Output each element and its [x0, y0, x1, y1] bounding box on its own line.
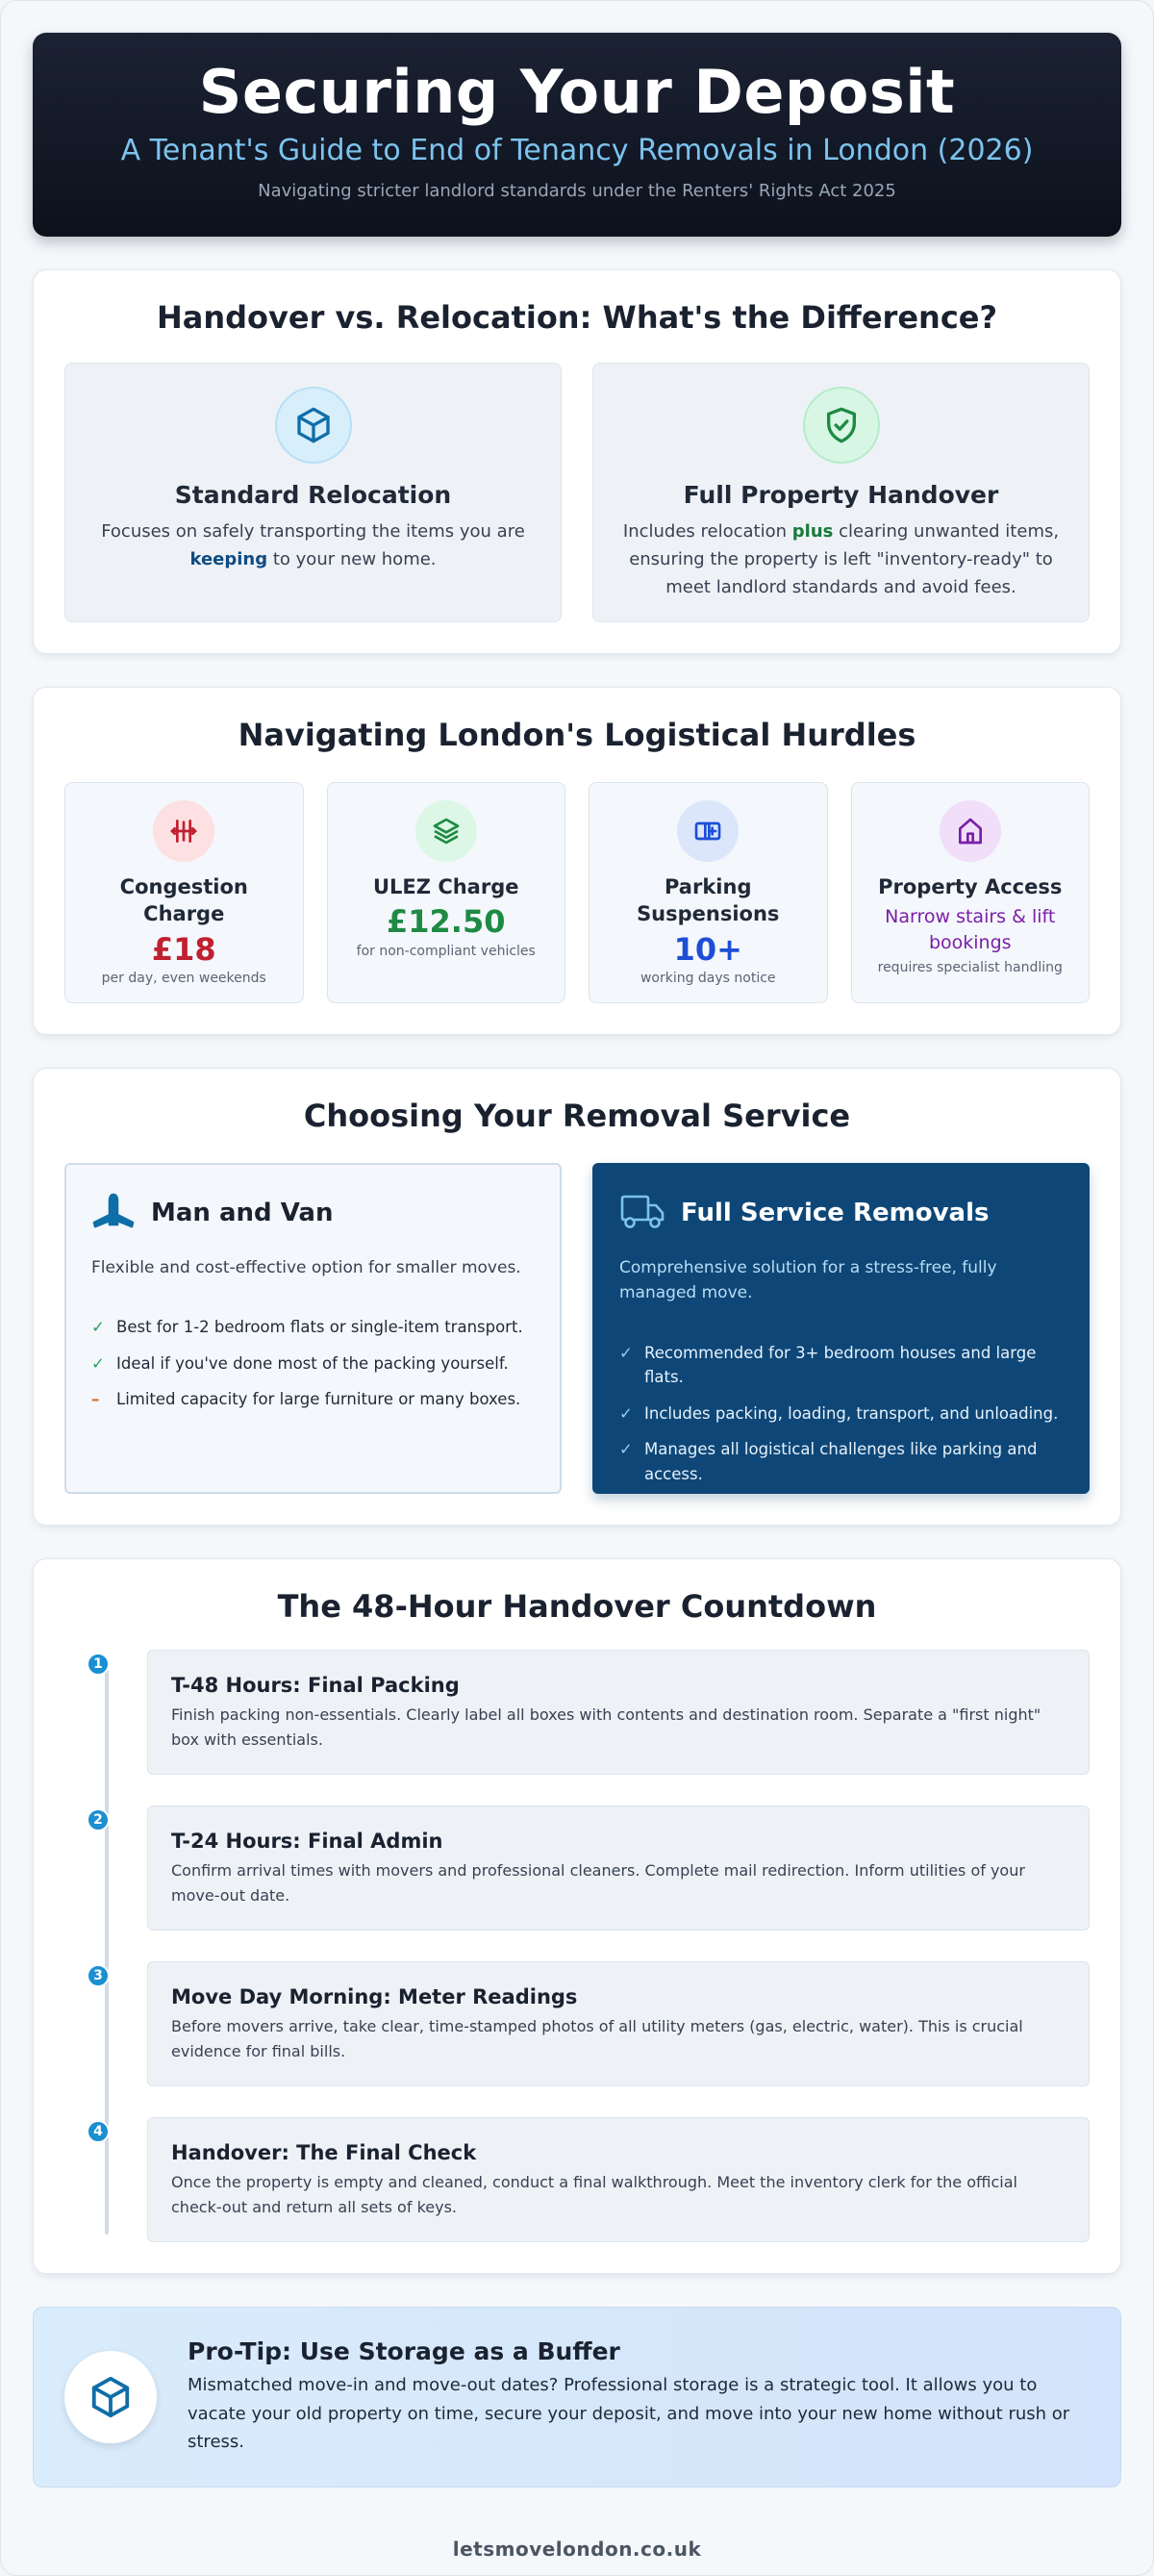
- protip-text: Mismatched move-in and move-out dates? Professional storage is a strategic tool. It allows you to vacate your old property on time, secure your deposit, and move into your new home without rush or stress.: [188, 2374, 1070, 2453]
- page-tagline: Navigating stricter landlord standards under the Renters' Rights Act 2025: [258, 181, 896, 202]
- dash-icon: –: [91, 1390, 100, 1409]
- hurdle-value: £12.50: [387, 903, 506, 941]
- difference-section: [33, 269, 1121, 654]
- step-heading: T-48 Hours: Final Packing: [171, 1674, 460, 1697]
- box-icon: [64, 2351, 157, 2443]
- full-service-desc: Comprehensive solution for a stress-free, fully managed move.: [619, 1258, 997, 1303]
- hurdle-label: Parking Suspensions: [637, 875, 780, 926]
- page-title: Securing Your Deposit: [198, 57, 956, 127]
- check-icon: ✓: [91, 1353, 105, 1373]
- step-text: Confirm arrival times with movers and professional cleaners. Complete mail redirection. Inform utilities of your move-out date.: [171, 1861, 1025, 1905]
- hurdle-congestion: [64, 782, 304, 1003]
- relocation-card: [64, 363, 562, 622]
- step-heading: Move Day Morning: Meter Readings: [171, 1985, 578, 2008]
- difference-title: Handover vs. Relocation: What's the Difference?: [156, 299, 998, 336]
- handover-card: [592, 363, 1090, 622]
- full-service-card: [592, 1163, 1090, 1494]
- list-item: ✓ Includes packing, loading, transport, and unloading.: [619, 1402, 1063, 1427]
- hurdle-note: working days notice: [640, 971, 776, 987]
- hurdle-label: Congestion Charge: [119, 875, 248, 926]
- home-icon: [940, 800, 1001, 862]
- list-item: ✓ Best for 1-2 bedroom flats or single-item transport.: [91, 1315, 535, 1340]
- hurdle-ulez: [327, 782, 566, 1003]
- man-and-van-points: [91, 1315, 535, 1412]
- countdown-title: The 48-Hour Handover Countdown: [277, 1588, 877, 1625]
- timeline-step: [93, 1806, 1090, 1931]
- hurdle-value: £18: [151, 930, 216, 968]
- relocation-heading: Standard Relocation: [174, 481, 452, 509]
- handover-text: Includes relocation plus clearing unwanted items, ensuring the property is left "inventory-ready" to meet landlord standards and avoid fees.: [622, 521, 1060, 597]
- road-icon: [153, 800, 214, 862]
- hurdle-note: per day, even weekends: [101, 971, 266, 987]
- hurdle-access: [851, 782, 1091, 1003]
- hurdle-label: Property Access: [878, 875, 1063, 898]
- hurdle-value: 10+: [673, 930, 742, 968]
- step-text: Before movers arrive, take clear, time-stamped photos of all utility meters (gas, electric, water). This is crucial evidence for final bills.: [171, 2017, 1023, 2060]
- services-section: [33, 1068, 1121, 1526]
- parking-icon: [677, 800, 739, 862]
- protip-heading: Pro-Tip: Use Storage as a Buffer: [188, 2336, 620, 2365]
- hurdle-note: for non-compliant vehicles: [356, 944, 536, 960]
- timeline-line: [105, 1661, 109, 2235]
- step-number: 4: [87, 2120, 110, 2143]
- list-item: ✓ Recommended for 3+ bedroom houses and large flats.: [619, 1341, 1063, 1390]
- handover-heading: Full Property Handover: [683, 481, 999, 509]
- list-item: ✓ Manages all logistical challenges like parking and access.: [619, 1437, 1063, 1486]
- protip-banner: [33, 2307, 1121, 2488]
- services-title: Choosing Your Removal Service: [303, 1098, 851, 1134]
- layers-icon: [415, 800, 477, 862]
- timeline-step: [93, 2117, 1090, 2242]
- step-heading: T-24 Hours: Final Admin: [171, 1830, 443, 1853]
- man-and-van-desc: Flexible and cost-effective option for smaller moves.: [91, 1258, 521, 1277]
- keyword-plus: plus: [791, 521, 834, 542]
- check-icon: ✓: [619, 1440, 633, 1459]
- check-icon: ✓: [619, 1343, 633, 1362]
- box-icon: [275, 387, 352, 464]
- relocation-text: Focuses on safely transporting the items you are keeping to your new home.: [101, 521, 525, 569]
- cargo-plane-icon: [91, 1192, 136, 1234]
- man-and-van-card: [64, 1163, 562, 1494]
- man-and-van-heading: Man and Van: [151, 1199, 334, 1227]
- check-icon: ✓: [619, 1403, 633, 1423]
- timeline-step: [93, 1650, 1090, 1775]
- check-icon: ✓: [91, 1318, 105, 1337]
- step-number: 2: [87, 1808, 110, 1831]
- countdown-section: [33, 1558, 1121, 2274]
- timeline-step: [93, 1961, 1090, 2086]
- keyword-keeping: keeping: [189, 548, 268, 569]
- hurdles-title: Navigating London's Logistical Hurdles: [238, 717, 916, 753]
- step-text: Finish packing non-essentials. Clearly label all boxes with contents and destination room. Separate a "first night" box with essentials.: [171, 1705, 1041, 1749]
- hurdle-note: requires specialist handling: [877, 959, 1063, 975]
- full-service-heading: Full Service Removals: [681, 1199, 990, 1227]
- hurdle-label: ULEZ Charge: [373, 875, 519, 898]
- timeline: [64, 1650, 1090, 2242]
- hero-banner: [33, 33, 1121, 237]
- truck-icon: [619, 1192, 665, 1234]
- hurdles-section: [33, 687, 1121, 1035]
- step-number: 1: [87, 1653, 110, 1676]
- shield-check-icon: [803, 387, 880, 464]
- footer-site: letsmovelondon.co.uk: [452, 2538, 702, 2561]
- list-item: ✓ Ideal if you've done most of the packing yourself.: [91, 1351, 535, 1376]
- step-number: 3: [87, 1964, 110, 1987]
- hurdle-value: Narrow stairs & lift bookings: [885, 906, 1056, 953]
- step-text: Once the property is empty and cleaned, conduct a final walkthrough. Meet the inventory clerk for the official check-out and return all sets of keys.: [171, 2173, 1017, 2216]
- hurdle-parking: [589, 782, 828, 1003]
- page-subtitle: A Tenant's Guide to End of Tenancy Removals in London (2026): [120, 134, 1034, 168]
- full-service-points: [619, 1341, 1063, 1487]
- step-heading: Handover: The Final Check: [171, 2141, 477, 2164]
- list-item: – Limited capacity for large furniture or many boxes.: [91, 1387, 535, 1412]
